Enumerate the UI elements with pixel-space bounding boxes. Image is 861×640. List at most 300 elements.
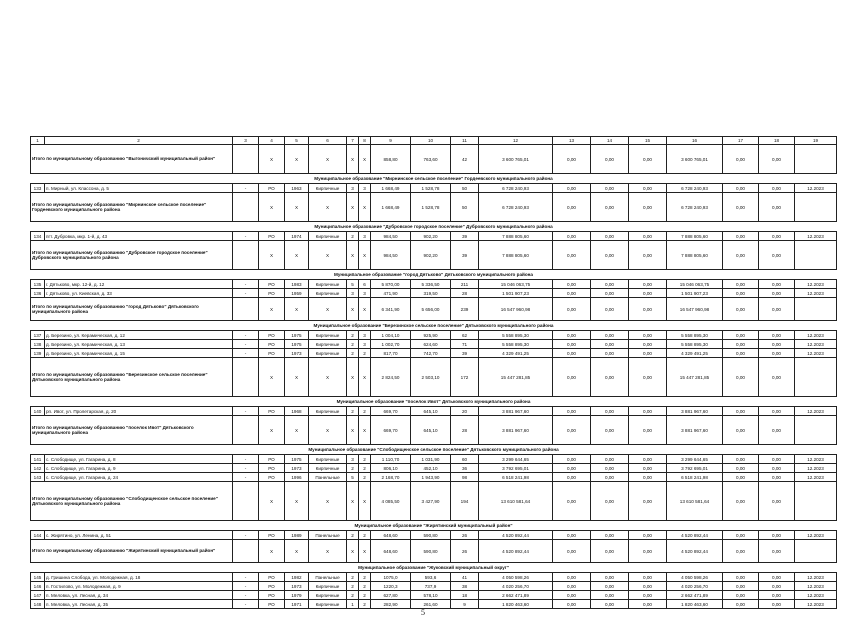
table-cell: 0,00 xyxy=(723,145,759,174)
table-cell: X xyxy=(309,298,347,321)
table-cell: X xyxy=(359,358,371,397)
table-cell: 12.2023 xyxy=(795,573,837,582)
table-cell: 0,00 xyxy=(553,193,591,222)
table-cell xyxy=(233,358,259,397)
table-cell: 0,00 xyxy=(629,280,667,289)
table-cell: 6 728 240,93 xyxy=(667,193,723,222)
table-cell: 0,00 xyxy=(553,573,591,582)
table-cell: 5 870,00 xyxy=(371,280,411,289)
subtotal-row xyxy=(31,540,837,563)
table-cell: 1975 xyxy=(285,340,309,349)
table-cell: 0,00 xyxy=(723,407,759,416)
table-cell: X xyxy=(259,298,285,321)
table-cell: 7 888 805,60 xyxy=(479,232,553,241)
table-cell: - xyxy=(233,232,259,241)
table-cell: 20 xyxy=(451,407,479,416)
table-cell: 3 881 967,60 xyxy=(479,407,553,416)
table-cell: РО xyxy=(259,473,285,482)
table-cell: 0,00 xyxy=(591,416,629,445)
table-cell: 902,20 xyxy=(411,232,451,241)
table-cell xyxy=(795,145,837,174)
column-number-cell: 7 xyxy=(347,137,359,145)
table-cell: 0,00 xyxy=(723,482,759,521)
table-cell: 12.2023 xyxy=(795,473,837,482)
table-cell: 1220,3 xyxy=(371,582,411,591)
table-cell: X xyxy=(285,145,309,174)
table-cell: 5 558 895,30 xyxy=(667,340,723,349)
subtotal-label: Итого по муниципальному образованию "Мирнинское сельское поселение" Гордеевского муниципального района xyxy=(31,193,233,222)
table-cell: 0,00 xyxy=(723,573,759,582)
table-cell: 0,00 xyxy=(591,482,629,521)
table-cell: 0,00 xyxy=(553,407,591,416)
table-cell: 12.2023 xyxy=(795,340,837,349)
table-cell: 0,00 xyxy=(591,340,629,349)
table-cell: 0,00 xyxy=(629,455,667,464)
section-heading-row xyxy=(31,321,837,331)
section-heading-row xyxy=(31,222,837,232)
table-cell: 0,00 xyxy=(759,573,795,582)
table-cell: 16 547 960,98 xyxy=(479,298,553,321)
table-cell: X xyxy=(347,298,359,321)
table-cell: 41 xyxy=(451,573,479,582)
table-cell: 282,90 xyxy=(371,600,411,609)
table-cell: 2 xyxy=(347,407,359,416)
table-cell: 239 xyxy=(451,298,479,321)
table-cell: Панельные xyxy=(309,473,347,482)
table-cell: X xyxy=(359,416,371,445)
table-cell: 5 xyxy=(347,280,359,289)
table-cell: 39 xyxy=(451,232,479,241)
table-cell: 50 xyxy=(451,184,479,193)
table-cell: 0,00 xyxy=(591,600,629,609)
table-cell: 71 xyxy=(451,340,479,349)
table-cell: РО xyxy=(259,531,285,540)
table-cell: РО xyxy=(259,331,285,340)
table-cell: 0,00 xyxy=(591,331,629,340)
table-cell: X xyxy=(259,358,285,397)
table-cell: 13 610 581,64 xyxy=(667,482,723,521)
table-cell: 2 xyxy=(347,591,359,600)
building-address: п. Гостилово, ул. Молодежная, д. 9 xyxy=(45,582,233,591)
table-cell: 0,00 xyxy=(553,331,591,340)
table-cell: 12.2023 xyxy=(795,349,837,358)
table-cell: Кирпичные xyxy=(309,340,347,349)
table-cell: 0,00 xyxy=(759,407,795,416)
section-heading: Муниципальное образование "Дубровское городское поселение" Дубровского муниципального района xyxy=(31,222,837,232)
table-cell: 0,00 xyxy=(723,298,759,321)
table-cell: 0,00 xyxy=(591,193,629,222)
table-cell: 16 547 960,98 xyxy=(667,298,723,321)
building-address: г. Дятьково, ул. Киевская, д. 33 xyxy=(45,289,233,298)
table-cell: 211 xyxy=(451,280,479,289)
table-cell: 0,00 xyxy=(591,591,629,600)
subtotal-label: Итого по муниципальному образованию "Слободищенское сельское поселение" Дятьковского муниципального района xyxy=(31,482,233,521)
program-table xyxy=(30,136,824,609)
table-cell: 12.2023 xyxy=(795,582,837,591)
table-cell: - xyxy=(233,591,259,600)
table-cell: РО xyxy=(259,591,285,600)
table-cell: 12.2023 xyxy=(795,600,837,609)
table-cell: Кирпичные xyxy=(309,280,347,289)
table-cell: 3 299 644,65 xyxy=(479,455,553,464)
table-cell: X xyxy=(309,145,347,174)
building-address: рп. Ивот, ул. Пролетарская, д. 20 xyxy=(45,407,233,416)
table-cell: 261,60 xyxy=(411,600,451,609)
table-cell: 0,00 xyxy=(629,184,667,193)
table-cell: - xyxy=(233,464,259,473)
section-heading: Муниципальное образование "Жирятинский муниципальный район" xyxy=(31,521,837,531)
table-cell: 0,00 xyxy=(723,280,759,289)
table-cell: 4 085,50 xyxy=(371,482,411,521)
table-cell: 0,00 xyxy=(553,591,591,600)
table-cell: 2 824,50 xyxy=(371,358,411,397)
table-cell: 13 610 581,64 xyxy=(479,482,553,521)
table-cell: 0,00 xyxy=(723,232,759,241)
building-row xyxy=(31,289,837,298)
table-cell: 2 xyxy=(347,573,359,582)
table-cell: Кирпичные xyxy=(309,582,347,591)
table-cell: 28 xyxy=(451,289,479,298)
table-body xyxy=(31,137,837,609)
table-cell: 806,10 xyxy=(371,464,411,473)
table-cell: Кирпичные xyxy=(309,289,347,298)
table-cell: Кирпичные xyxy=(309,232,347,241)
building-address: п. Мирный, ул. Классона, д. 5 xyxy=(45,184,233,193)
table-cell: 2 xyxy=(347,582,359,591)
table-cell: 0,00 xyxy=(553,349,591,358)
table-cell: 4 520 892,44 xyxy=(667,540,723,563)
table-cell: 2 xyxy=(347,531,359,540)
table-cell: 0,00 xyxy=(629,349,667,358)
table-cell: 0,00 xyxy=(629,573,667,582)
table-cell: 452,10 xyxy=(411,464,451,473)
table-cell: 26 xyxy=(451,540,479,563)
table-cell: 26 xyxy=(451,531,479,540)
building-row xyxy=(31,573,837,582)
table-cell: 0,00 xyxy=(591,145,629,174)
table-cell: 0,00 xyxy=(629,531,667,540)
table-cell: 1973 xyxy=(285,349,309,358)
column-number-cell: 11 xyxy=(451,137,479,145)
table-cell: 3 600 765,01 xyxy=(479,145,553,174)
table-cell: 1075,0 xyxy=(371,573,411,582)
table-cell: 18 xyxy=(451,591,479,600)
table-cell: 4 520 892,44 xyxy=(667,531,723,540)
table-cell: 0,00 xyxy=(591,349,629,358)
building-address: д. Гришина Слобода, ул. Молодежная, д. 18 xyxy=(45,573,233,582)
subtotal-label: Итого по муниципальному образованию "Дубровское городское поселение" Дубровского муниципального района xyxy=(31,241,233,270)
table-cell: 2 xyxy=(359,464,371,473)
table-cell: 2 xyxy=(347,340,359,349)
row-number: 137 xyxy=(31,331,45,340)
subtotal-label: Итого по муниципальному образованию "Выгоничский муниципальный район" xyxy=(31,145,233,174)
table-cell: 0,00 xyxy=(759,455,795,464)
table-cell: 0,00 xyxy=(723,416,759,445)
table-cell: 36 xyxy=(451,464,479,473)
table-cell: 1974 xyxy=(285,232,309,241)
column-number-cell: 5 xyxy=(285,137,309,145)
subtotal-row xyxy=(31,145,837,174)
table-cell: 1 668,49 xyxy=(371,193,411,222)
table-cell: - xyxy=(233,573,259,582)
row-number: 146 xyxy=(31,582,45,591)
table-cell: 5 558 895,30 xyxy=(479,331,553,340)
row-number: 141 xyxy=(31,455,45,464)
building-row xyxy=(31,473,837,482)
table-cell: 1971 xyxy=(285,600,309,609)
table-cell: 15 046 063,75 xyxy=(667,280,723,289)
table-cell: 172 xyxy=(451,358,479,397)
table-cell: X xyxy=(309,416,347,445)
table-cell: 0,00 xyxy=(759,280,795,289)
table-cell: 2 503,10 xyxy=(411,358,451,397)
building-row xyxy=(31,531,837,540)
table-cell: X xyxy=(359,145,371,174)
table-cell: 3 xyxy=(359,289,371,298)
table-cell: 2 xyxy=(359,407,371,416)
table-cell: 2 xyxy=(347,349,359,358)
table-cell: - xyxy=(233,280,259,289)
table-cell: 0,00 xyxy=(629,600,667,609)
row-number: 136 xyxy=(31,289,45,298)
table-cell: 2 xyxy=(347,232,359,241)
table-cell: 0,00 xyxy=(759,145,795,174)
building-row xyxy=(31,407,837,416)
section-heading-row xyxy=(31,270,837,280)
table-cell: 5 336,50 xyxy=(411,280,451,289)
table-cell: 645,10 xyxy=(411,416,451,445)
table-cell: 0,00 xyxy=(553,455,591,464)
table-cell: 6 518 241,98 xyxy=(667,473,723,482)
table-cell: 0,00 xyxy=(723,600,759,609)
table-cell: 737,9 xyxy=(411,582,451,591)
table-cell: 1963 xyxy=(285,184,309,193)
table-cell: X xyxy=(359,241,371,270)
column-number-row xyxy=(31,137,837,145)
table-cell: РО xyxy=(259,280,285,289)
building-row xyxy=(31,232,837,241)
subtotal-row xyxy=(31,241,837,270)
table-cell: 4 520 892,44 xyxy=(479,531,553,540)
table-cell: 0,00 xyxy=(629,145,667,174)
table-cell: 0,00 xyxy=(591,473,629,482)
column-number-cell: 15 xyxy=(629,137,667,145)
table-cell xyxy=(233,298,259,321)
table-cell: 0,00 xyxy=(723,193,759,222)
row-number: 139 xyxy=(31,349,45,358)
table-cell: 7 888 805,60 xyxy=(667,232,723,241)
section-heading: Муниципальное образование "город Дятьково" Дятьковского муниципального района xyxy=(31,270,837,280)
table-cell: 0,00 xyxy=(759,358,795,397)
table-cell: X xyxy=(285,298,309,321)
table-cell: - xyxy=(233,184,259,193)
table-cell: 817,70 xyxy=(371,349,411,358)
table-cell: 3 881 967,60 xyxy=(479,416,553,445)
table-cell: 6 518 241,98 xyxy=(479,473,553,482)
table-cell: РО xyxy=(259,600,285,609)
table-cell: 1982 xyxy=(285,573,309,582)
page-number: 5 xyxy=(421,608,425,617)
table-cell: 1 668,49 xyxy=(371,184,411,193)
subtotal-label: Итого по муниципальному образованию "город Дятьково" Дятьковского муниципального района xyxy=(31,298,233,321)
table-cell: 984,50 xyxy=(371,232,411,241)
table-cell: 4 020 256,70 xyxy=(479,582,553,591)
table-cell: 6 728 240,93 xyxy=(667,184,723,193)
table-cell: 5 656,00 xyxy=(411,298,451,321)
column-number-cell: 17 xyxy=(723,137,759,145)
table-cell: Кирпичные xyxy=(309,184,347,193)
table-cell: 1 943,90 xyxy=(411,473,451,482)
subtotal-label: Итого по муниципальному образованию "поселок Ивот" Дятьковского муниципального района xyxy=(31,416,233,445)
table-cell: - xyxy=(233,531,259,540)
table-cell: 0,00 xyxy=(553,289,591,298)
table-cell: X xyxy=(347,416,359,445)
table-cell: 4 050 598,26 xyxy=(479,573,553,582)
table-cell: 0,00 xyxy=(629,241,667,270)
table-cell: 12.2023 xyxy=(795,280,837,289)
table-cell: 0,00 xyxy=(591,540,629,563)
table-cell: РО xyxy=(259,464,285,473)
table-cell: 0,00 xyxy=(553,416,591,445)
table-cell xyxy=(795,482,837,521)
table-cell: РО xyxy=(259,573,285,582)
table-cell: 590,80 xyxy=(411,540,451,563)
table-cell: 3 xyxy=(347,455,359,464)
table-cell: 0,00 xyxy=(723,289,759,298)
table-cell: РО xyxy=(259,340,285,349)
section-heading-row xyxy=(31,397,837,407)
table-cell: 858,80 xyxy=(371,145,411,174)
table-cell: 9 xyxy=(451,600,479,609)
table-cell: 0,00 xyxy=(591,184,629,193)
table-cell: - xyxy=(233,340,259,349)
table-cell: Кирпичные xyxy=(309,407,347,416)
table-cell: 0,00 xyxy=(591,407,629,416)
table-cell: 3 xyxy=(359,331,371,340)
table-cell: Кирпичные xyxy=(309,600,347,609)
table-cell: 925,90 xyxy=(411,331,451,340)
table-cell: 0,00 xyxy=(759,232,795,241)
subtotal-row xyxy=(31,358,837,397)
table-cell: 0,00 xyxy=(723,591,759,600)
table-cell: 0,00 xyxy=(629,358,667,397)
table-cell: 627,80 xyxy=(371,591,411,600)
section-heading-row xyxy=(31,174,837,184)
table-cell: 1 xyxy=(347,600,359,609)
table-cell: 2 662 471,89 xyxy=(479,591,553,600)
table-cell: 0,00 xyxy=(591,464,629,473)
table-cell: 0,00 xyxy=(591,232,629,241)
table-cell: 2 xyxy=(359,531,371,540)
table-cell: Панельные xyxy=(309,531,347,540)
table-cell: X xyxy=(309,241,347,270)
table-cell: 0,00 xyxy=(759,540,795,563)
table-cell: 0,00 xyxy=(723,531,759,540)
table-cell: 0,00 xyxy=(553,232,591,241)
table-cell: 0,00 xyxy=(591,298,629,321)
table-cell: X xyxy=(259,193,285,222)
table-cell: 5 xyxy=(347,473,359,482)
table-cell: 0,00 xyxy=(629,473,667,482)
table-cell: 12.2023 xyxy=(795,455,837,464)
table-cell: 1 110,70 xyxy=(371,455,411,464)
table-cell: 12.2023 xyxy=(795,331,837,340)
column-number-cell: 3 xyxy=(233,137,259,145)
table-cell: 0,00 xyxy=(723,455,759,464)
table-cell: 1 004,10 xyxy=(371,331,411,340)
table-cell: 12.2023 xyxy=(795,289,837,298)
table-cell: 2 xyxy=(359,591,371,600)
building-address: пгт. Дубровка, мкр. 1-й, д. 43 xyxy=(45,232,233,241)
section-heading-row xyxy=(31,521,837,531)
table-cell: 0,00 xyxy=(759,241,795,270)
table-cell: 0,00 xyxy=(759,591,795,600)
table-cell: Кирпичные xyxy=(309,331,347,340)
building-address: с. Слободище, ул. Гагарина, д. 24 xyxy=(45,473,233,482)
column-number-cell: 18 xyxy=(759,137,795,145)
table-cell xyxy=(795,241,837,270)
subtotal-row xyxy=(31,298,837,321)
table-cell: 0,00 xyxy=(591,573,629,582)
table-cell: - xyxy=(233,600,259,609)
table-cell xyxy=(795,358,837,397)
table-cell: 648,60 xyxy=(371,531,411,540)
table-cell: 3 881 967,60 xyxy=(667,407,723,416)
table-cell: Кирпичные xyxy=(309,455,347,464)
column-number-cell: 10 xyxy=(411,137,451,145)
table-cell: 0,00 xyxy=(591,280,629,289)
table-cell: X xyxy=(347,358,359,397)
building-address: д. Березино, ул. Керамическая, д. 13 xyxy=(45,340,233,349)
table-cell: X xyxy=(285,358,309,397)
building-row xyxy=(31,582,837,591)
table-cell: РО xyxy=(259,289,285,298)
building-row xyxy=(31,280,837,289)
row-number: 140 xyxy=(31,407,45,416)
table-cell: X xyxy=(259,482,285,521)
table-cell: 1975 xyxy=(285,331,309,340)
table-cell: - xyxy=(233,455,259,464)
table-cell: 0,00 xyxy=(723,540,759,563)
table-cell: X xyxy=(347,193,359,222)
table-cell: 1975 xyxy=(285,455,309,464)
row-number: 144 xyxy=(31,531,45,540)
table-cell: 3 881 967,60 xyxy=(667,416,723,445)
building-row xyxy=(31,331,837,340)
table-cell: - xyxy=(233,349,259,358)
table-cell: 0,00 xyxy=(553,540,591,563)
row-number: 135 xyxy=(31,280,45,289)
subtotal-label: Итого по муниципальному образованию "Березинское сельское поселение" Дятьковского муниципального района xyxy=(31,358,233,397)
table-cell: 12.2023 xyxy=(795,531,837,540)
table-cell: 0,00 xyxy=(629,193,667,222)
table-cell: 4 329 491,25 xyxy=(479,349,553,358)
table-cell: 1 528,78 xyxy=(411,184,451,193)
table-cell: 0,00 xyxy=(629,591,667,600)
table-cell: 645,10 xyxy=(411,407,451,416)
table-cell: 0,00 xyxy=(759,473,795,482)
table-cell: 0,00 xyxy=(629,464,667,473)
table-cell: 0,00 xyxy=(759,464,795,473)
table-cell: 0,00 xyxy=(723,184,759,193)
table-cell: 2 xyxy=(347,464,359,473)
table-cell: X xyxy=(285,416,309,445)
table-cell: 0,00 xyxy=(723,358,759,397)
table-cell: Кирпичные xyxy=(309,591,347,600)
table-cell: 319,50 xyxy=(411,289,451,298)
table-cell: 0,00 xyxy=(723,331,759,340)
table-cell: 0,00 xyxy=(553,280,591,289)
